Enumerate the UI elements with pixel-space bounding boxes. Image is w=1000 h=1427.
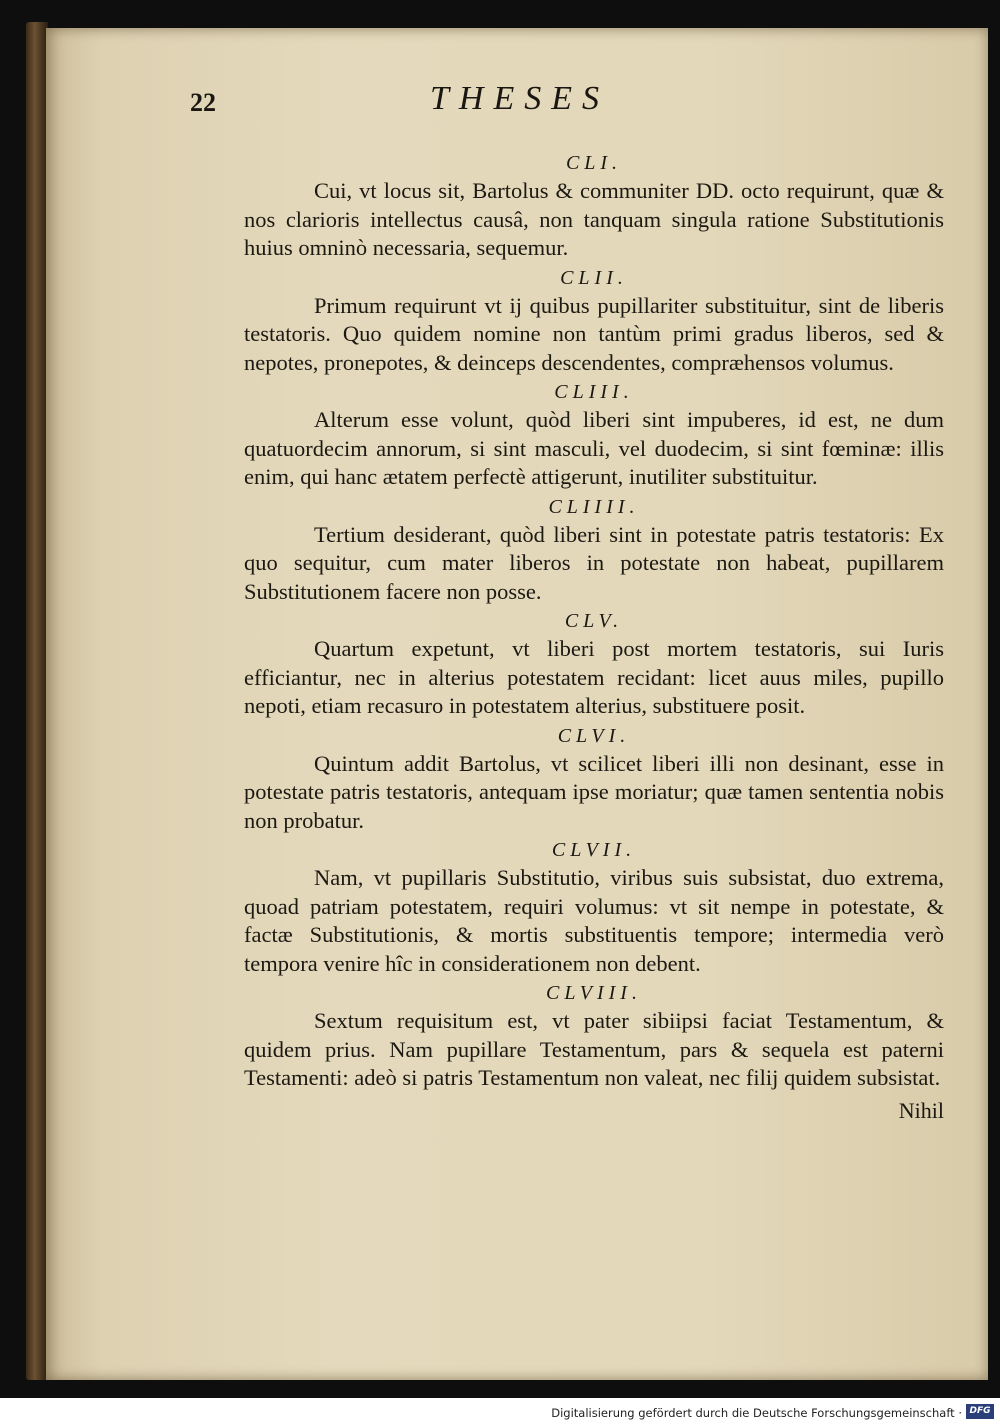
thesis-text: Quartum expetunt, vt liberi post mortem testatoris, sui Iuris efficiantur, nec in alterius potestatem recidant: licet auus miles, pupillo nepoti, etiam recasuro in potestatem alterius, substituere posit. (244, 636, 944, 718)
thesis-number: CLI. (565, 152, 623, 174)
page-number: 22 (190, 88, 216, 117)
theses-body (244, 148, 944, 1125)
thesis-block (244, 608, 944, 721)
thesis-number: CLIII. (554, 381, 634, 403)
thesis-number: CLII. (560, 266, 628, 289)
thesis-text: Primum requirunt vt ij quibus pupillariter substituitur, sint de liberis testatoris. Quo quidem nomine non tantùm primi gradus liberos, sed & nepotes, pronepotes, & deinceps descendentes, compræhensos volumus. (244, 292, 944, 375)
thesis-text: Nam, vt pupillaris Substitutio, viribus suis subsistat, duo extrema, quoad patriam potestatem, requiri volumus: vt sit nempe in potestate, & factæ Substitutionis, & mortis substituentis tempore; intermedia verò tempora venire hîc in considerationem non debent. (244, 865, 944, 976)
thesis-number: CLIIII. (548, 495, 640, 518)
thesis-block (244, 150, 944, 263)
thesis-number: CLVIII. (546, 982, 642, 1004)
thesis-number: CLVII. (551, 839, 637, 861)
running-title: THESES (430, 80, 609, 117)
thesis-block (244, 265, 944, 378)
page-header (190, 80, 710, 124)
thesis-block (244, 837, 944, 978)
book-spine-edge (26, 22, 48, 1380)
thesis-text: Quintum addit Bartolus, vt scilicet liberi illi non desinant, esse in potestate patris testatoris, antequam ipse moriatur; quæ tamen sententia nobis non probatur. (244, 750, 944, 833)
thesis-block (244, 379, 944, 492)
footer-band (0, 1398, 1000, 1427)
thesis-text: Tertium desiderant, quòd liberi sint in potestate patris testatoris: Ex quo sequitur, cum mater liberos in potestate non habeat, pupillarem Substitutionem facere non posse. (244, 521, 944, 604)
thesis-block (244, 980, 944, 1093)
thesis-text: Alterum esse volunt, quòd liberi sint impuberes, id est, ne dum quatuordecim annorum, si sint masculi, vel duodecim, si sint fœminæ: illis enim, qui hanc ætatem perfectè attigerunt, inutiliter substituitur. (244, 407, 944, 489)
thesis-block (244, 723, 944, 836)
thesis-number: CLV. (564, 610, 624, 632)
thesis-text: Cui, vt locus sit, Bartolus & communiter DD. octo requirunt, quæ & nos clarioris intellectus causâ, non tanquam singula ratione Substitutionis huius omninò necessaria, sequemur. (244, 178, 944, 260)
thesis-block (244, 494, 944, 607)
funding-credit: Digitalisierung gefördert durch die Deutsche Forschungsgemeinschaft · (551, 1406, 962, 1420)
thesis-text: Sextum requisitum est, vt pater sibiipsi faciat Testamentum, & quidem prius. Nam pupillare Testamentum, pars & sequela est paterni Testamenti: adeò si patris Testamentum non valeat, nec filij quidem subsistat. (244, 1008, 944, 1090)
catchword: Nihil (898, 1097, 944, 1123)
dfg-logo: DFG (966, 1404, 994, 1419)
thesis-number: CLVI. (557, 724, 631, 747)
